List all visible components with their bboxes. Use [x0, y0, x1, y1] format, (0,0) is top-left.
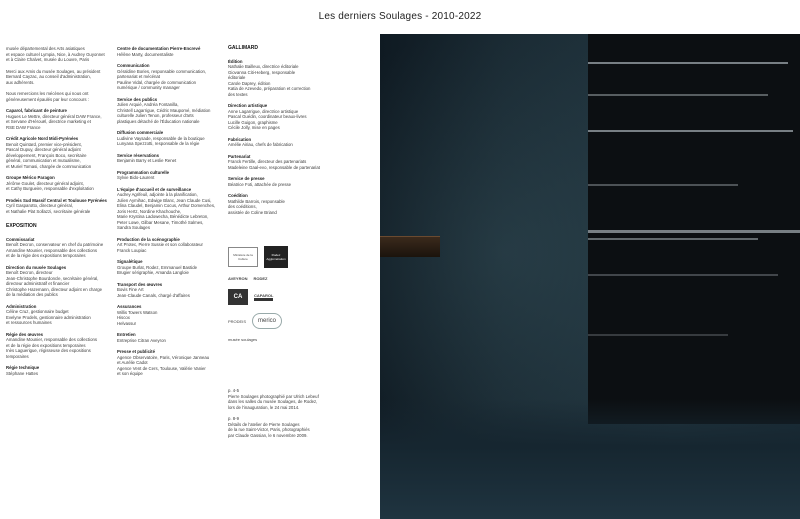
- credit-heading: Signalétique: [117, 259, 143, 264]
- credit-line: Hélène Marty, documentaliste: [117, 51, 174, 57]
- credit-line: Jean-Claude Canals, chargé d'affaires: [117, 292, 190, 298]
- credit-line: Hugues Le Mettre, directeur général DAW France,: [6, 113, 102, 119]
- credit-line: Christell Lagarrigue, Cédric Maupomé, médiation: [117, 107, 211, 113]
- credit-line: Sylvie Bido-Laurent: [117, 175, 155, 180]
- credit-block: [117, 332, 225, 343]
- credit-heading: Crédit Agricole Nord Midi-Pyrénées: [6, 136, 79, 141]
- credit-heading: Communication: [117, 63, 150, 68]
- credit-line: Art Protec, Pierre Sussie et son collaborateur: [117, 242, 203, 247]
- credit-line: généreusement épaulés par leur concours :: [6, 96, 89, 102]
- ministere-culture-logo: Ministère de la Culture: [228, 247, 258, 267]
- credit-heading: Programmation culturelle: [117, 169, 170, 175]
- credit-line: Céline Cruz, gestionnaire budget: [6, 309, 69, 314]
- credit-block: [6, 365, 114, 376]
- credit-line: Christophe Hazemann, directeur adjoint en charge: [6, 286, 103, 292]
- credit-line: Géraldine Bories, responsable communication,: [117, 68, 207, 74]
- caption-line: Détails de l'atelier de Pierre Soulages: [228, 421, 300, 427]
- credit-block: [228, 103, 338, 131]
- credits-column-1: [6, 46, 114, 382]
- credit-block: [117, 46, 225, 57]
- credit-line: de la médiation des publics: [6, 292, 58, 297]
- aveyron-logo: AVEYRON: [228, 276, 248, 281]
- credit-line: Lucille Guigon, graphisme: [228, 119, 278, 125]
- caption-page-ref: p. 8-9: [228, 416, 239, 421]
- credit-line: Agence Observatoire, Paris, Véronique Janneau: [117, 354, 210, 360]
- credit-heading: Assurances: [117, 304, 142, 309]
- credit-block: [6, 91, 114, 102]
- credit-line: Pascal Dupuy, directeur général adjoint: [6, 147, 81, 152]
- credit-block: [117, 170, 225, 181]
- credit-line: et ressources humaines: [6, 320, 52, 325]
- credit-line: plastiques détaché de l'Éducation nationale: [117, 118, 200, 124]
- credit-heading: Partenariat: [228, 153, 251, 159]
- caption-line: Pierre Soulages photographié par Ulrich Lebeuf: [228, 393, 319, 399]
- credit-block: [117, 237, 225, 254]
- credit-line: Audrey Agrifeuil, adjointe à la planification,: [117, 192, 198, 197]
- small-painting: [380, 236, 440, 257]
- credit-line: Amandine Mounier, responsable des collections: [6, 337, 98, 342]
- credit-line: Amandine Mounier, responsable des collections: [6, 247, 98, 253]
- credit-heading: Transport des œuvres: [117, 281, 163, 287]
- credit-line: Nathalie Bailleux, directrice éditoriale: [228, 64, 299, 69]
- credit-line: Franck Fertille, directeur des partenariats: [228, 159, 307, 164]
- credit-block: [6, 175, 114, 192]
- credit-line: Jérôme Goulet, directeur général adjoint,: [6, 180, 84, 186]
- credit-line: Entreprise Citran Aveyron: [117, 337, 166, 343]
- credit-line: Benoit Quintard, premier vice-président,: [6, 141, 82, 147]
- credit-block: [228, 137, 338, 148]
- credit-line: et Servane d'Hérouël, directrice marketing et: [6, 119, 91, 124]
- credit-line: et de la régie des expositions temporaires: [6, 253, 86, 258]
- rodez-agglomeration-logo: Rodez Agglomération: [264, 246, 288, 268]
- gallery-photograph: [380, 34, 800, 519]
- credit-line: Anne Lagarrigue, directrice artistique: [228, 108, 299, 114]
- credit-heading: L'équipe d'accueil et de surveillance: [117, 186, 192, 192]
- credit-line: Joris Hertz, Nordine Khachouche,: [117, 208, 182, 214]
- credit-block: [117, 153, 225, 164]
- credit-heading: Coédition: [228, 193, 248, 198]
- credit-block: [117, 259, 225, 276]
- credit-block: [228, 154, 338, 171]
- credit-heading: Direction du musée Soulages: [6, 264, 67, 270]
- musee-soulages-logo: musée soulages: [228, 337, 258, 342]
- merico-logo: merico: [252, 313, 282, 329]
- credit-line: et de la régie des expositions temporaires: [6, 342, 86, 348]
- credit-line: Ludivine Vaysade, responsable de la boutique: [117, 135, 205, 141]
- credit-line: Brugier sérigraphie, Amanda Langloie: [117, 270, 189, 275]
- credit-block: [117, 97, 225, 125]
- credit-line: directeur administratif et financier: [6, 281, 70, 286]
- credit-block: [117, 304, 225, 326]
- credit-line: Madeleine Gaal-evo, responsable de partenariat: [228, 164, 320, 170]
- credit-line: Katia de Azevedo, préparation et correction: [228, 86, 311, 91]
- credit-line: Benoît Decron, directeur: [6, 270, 53, 275]
- credit-line: éditoriale: [228, 75, 246, 80]
- credit-line: Stéphane Hattes: [6, 370, 39, 376]
- credit-heading: Production de la scénographie: [117, 236, 180, 242]
- credit-line: des textes: [228, 91, 248, 97]
- photo-captions: [228, 388, 338, 444]
- credit-line: Franck Loupiac: [117, 247, 147, 253]
- credit-heading: Presse et publicité: [117, 349, 155, 354]
- credit-line: aux adhérents.: [6, 79, 35, 85]
- soulages-painting: [588, 34, 800, 424]
- caption-block: [228, 416, 338, 438]
- credit-heading: Caparol, fabricant de peinture: [6, 108, 67, 113]
- credit-line: assistée de Coline Briand: [228, 209, 277, 215]
- credit-line: et espace culturel Lympia, Nice, à Audrey Guyonnet: [6, 51, 105, 57]
- credit-line: Merci aux Amis du musée Soulages, au président: [6, 68, 101, 74]
- credit-block: [117, 130, 225, 147]
- credit-heading: Service de presse: [228, 176, 265, 181]
- credit-heading: Service des publics: [117, 96, 158, 102]
- credit-line: Evelyne Prodels, gestionnaire administration: [6, 314, 91, 320]
- credit-line: Mathilde Barrois, responsable: [228, 198, 285, 204]
- credit-block: [6, 265, 114, 298]
- credit-block: [228, 176, 338, 187]
- credit-line: Benoît Decron, conservateur en chef du patrimoine: [6, 242, 104, 247]
- credits-column-3: [228, 46, 338, 221]
- sponsor-logos: [228, 246, 308, 350]
- credit-heading: Commissariat: [6, 236, 35, 242]
- credit-line: Julien Aymihac, Edwige Blanc, Jean Claude Cusi,: [117, 197, 212, 203]
- credit-heading: Service réservations: [117, 152, 160, 158]
- credit-heading: Diffusion commerciale: [117, 130, 164, 135]
- credit-line: général, communication et mutualisme,: [6, 158, 81, 163]
- credit-line: Cyril Gasparotto, directeur général,: [6, 203, 73, 208]
- credit-line: Willis Towers Watson: [117, 309, 158, 315]
- credit-line: Bovis Fine Art: [117, 287, 144, 292]
- credit-line: Bernard Cayzac, au conseil d'administration,: [6, 74, 91, 79]
- credit-block: [6, 332, 114, 360]
- credit-line: Amélie Airiau, chefs de fabrication: [228, 142, 293, 147]
- credit-heading: Régie technique: [6, 365, 40, 370]
- credit-line: Groupe Burlat, Rodez, Emmanuel Bastide: [117, 264, 198, 270]
- caparol-logo: CAPAROL: [254, 293, 273, 301]
- credit-line: partenariat et mécénat: [117, 74, 160, 79]
- credit-block: [6, 237, 114, 259]
- credit-line: et Aurélie Cadot: [117, 360, 148, 365]
- credit-line: Carole Daprey, édition: [228, 80, 271, 86]
- credit-line: Pascal Guédin, coordinateur beaux-livres: [228, 114, 307, 119]
- credit-line: Inès Laguerigue, régisseuse des expositions: [6, 348, 91, 353]
- caption-line: lors de l'inauguration, le 24 mai 2014.: [228, 404, 300, 410]
- credit-line: et à Claire Chalvet, musée du Louvre, Paris: [6, 57, 90, 62]
- caption-line: dans les salles du musée Soulages, de Rodez,: [228, 399, 318, 404]
- credit-line: Agence Vent de Cers, Toulouse, Valérie Vanier: [117, 365, 206, 371]
- credit-line: Marie Krystina Ladowecha, Bénédicte Lebreton,: [117, 214, 209, 219]
- credit-line: Cécile Jolly, mise en pages: [228, 125, 280, 130]
- credit-agricole-logo: CA: [228, 289, 248, 305]
- credit-block: [117, 282, 225, 299]
- credit-line: Lunyana Spezzotti, responsable de la régie: [117, 141, 200, 146]
- credit-heading: Édition: [228, 58, 243, 64]
- credit-line: Sandra Soulages: [117, 225, 150, 230]
- credit-line: Helvassur: [117, 320, 137, 326]
- caption-block: [228, 388, 338, 410]
- credit-line: Julien Arquié, Andréa Fontanilla,: [117, 102, 179, 107]
- credits-column-2: [117, 46, 225, 383]
- rodez-logo: RODEZ: [253, 276, 268, 281]
- credit-line: Nous remercions les mécènes qui nous ont: [6, 91, 89, 96]
- credit-line: RSE DAW France: [6, 124, 41, 130]
- credit-heading: Régie des œuvres: [6, 331, 44, 337]
- credit-line: Elina Claudel, Benjamin Cocus, Arthur Domenches,: [117, 203, 216, 208]
- credit-block: [117, 63, 225, 91]
- credit-block: [228, 193, 338, 215]
- caption-line: par Claude Gassian, le 6 novembre 2009.: [228, 432, 308, 438]
- credit-heading: Prodeis Sud Massif Central et Toulouse Pyrénées: [6, 197, 107, 203]
- credit-block: [6, 198, 114, 215]
- credit-line: Béatrice Foti, attachée de presse: [228, 181, 292, 187]
- credit-line: Benjamin Barry et Leslie Renet: [117, 158, 177, 163]
- credit-heading: Fabrication: [228, 136, 252, 142]
- credit-heading: Groupe Mérico Paragon: [6, 175, 55, 180]
- credit-line: et Nathalie Plat Sollazzi, secrétaire générale: [6, 208, 91, 214]
- credits-page: [0, 46, 380, 519]
- credit-line: culturelle Julien Tenon, professeur d'arts: [117, 113, 194, 118]
- page-title: Les derniers Soulages - 2010-2022: [318, 11, 482, 22]
- credit-line: et Cathy Burgueire, responsable d'exploitation: [6, 186, 94, 191]
- credit-line: numérique / community manager: [117, 85, 180, 90]
- credit-heading: Direction artistique: [228, 103, 268, 108]
- credit-heading: Administration: [6, 303, 37, 309]
- credit-block: [6, 136, 114, 169]
- section-heading: GALLIMARD: [228, 45, 258, 51]
- credit-line: et son équipe: [117, 371, 143, 376]
- credit-block: [6, 108, 114, 130]
- credit-line: des coéditions,: [228, 204, 257, 209]
- credit-block: [117, 187, 225, 231]
- credit-line: Giovanna Citi-Heberg, responsable: [228, 69, 296, 75]
- caption-line: de la rue Saint-Victor, Paris, photographiés: [228, 427, 310, 432]
- credit-block: [6, 69, 114, 86]
- credit-block: [117, 349, 225, 377]
- credit-line: temporaires: [6, 353, 29, 359]
- credit-line: musée départemental des Arts asiatiques: [6, 46, 85, 51]
- section-heading: EXPOSITION: [6, 223, 37, 229]
- credit-block: [6, 46, 114, 63]
- credit-line: et Muriel Tomasi, chargée de communication: [6, 163, 92, 169]
- credit-line: Jean-Christophe Bourdoncle, secrétaire général,: [6, 275, 99, 281]
- prodeis-logo: PRODEIS: [228, 318, 247, 324]
- credit-block: [6, 304, 114, 326]
- credit-line: Pauline Vidal, chargée de communication: [117, 79, 196, 85]
- credit-line: développement, François Boco, secrétaire: [6, 152, 87, 158]
- credit-heading: Entretien: [117, 332, 136, 337]
- caption-page-ref: p. 4-5: [228, 388, 239, 393]
- credit-block: [228, 59, 338, 98]
- credit-heading: Centre de documentation Pierre-Encrevé: [117, 46, 201, 51]
- credit-line: Hiscox: [117, 315, 130, 320]
- credit-line: Peter Lowe, Gilbar Mesane, Timothé Salmes,: [117, 219, 204, 225]
- gallery-floor: [380, 399, 800, 519]
